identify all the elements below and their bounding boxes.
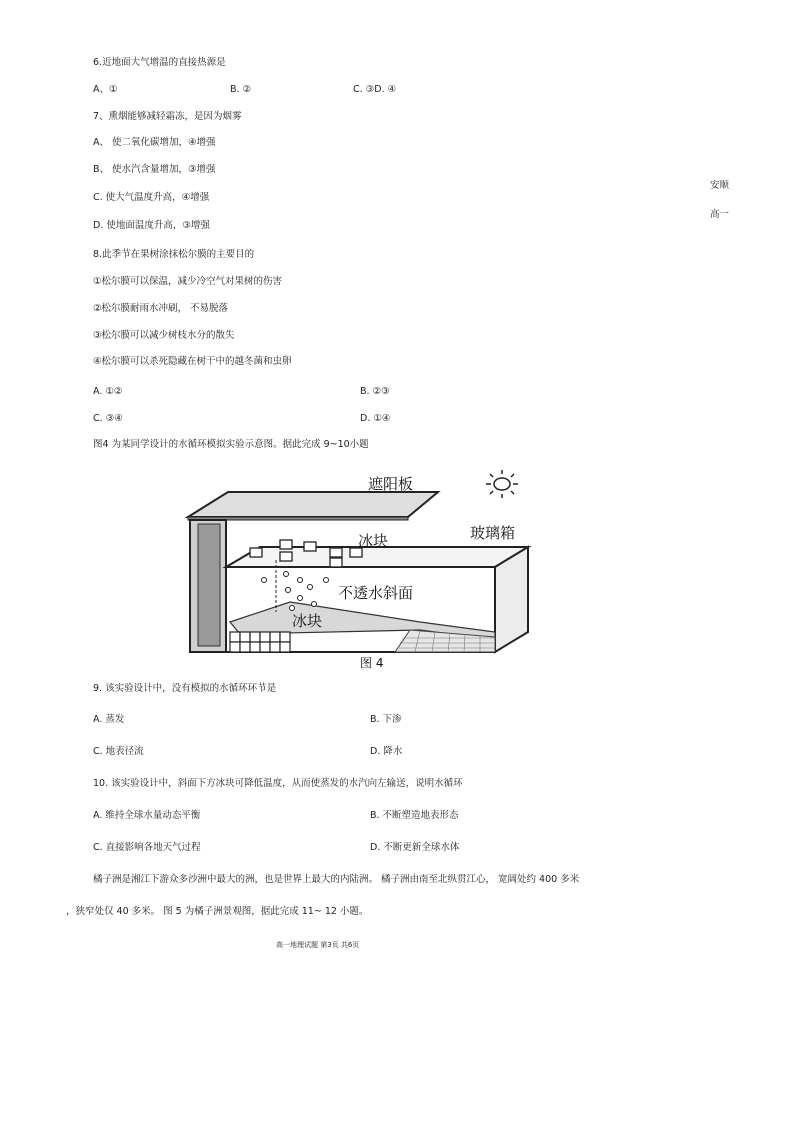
left-panel-inner xyxy=(198,524,220,646)
label-ice-bottom: 冰块 xyxy=(292,612,323,630)
glass-box-top xyxy=(226,547,528,567)
q9-option-b: B. 下渗 xyxy=(370,714,402,725)
q7-option-d: D. 使地面温度升高，③增强 xyxy=(93,220,210,231)
q7-option-b: B、 使水汽含量增加，③增强 xyxy=(93,164,216,175)
q8-statement-2: ②松尔膜耐雨水冲刷， 不易脱落 xyxy=(93,303,229,314)
ice-blocks-bottom xyxy=(230,632,290,652)
q8-option-a: A. ①② xyxy=(93,386,123,397)
sun-icon xyxy=(486,470,518,498)
passage-line-1: 橘子洲是湘江下游众多沙洲中最大的洲，也是世界上最大的内陆洲。 橘子洲由南至北纵贯江心， 宽阔处约 400 多米 xyxy=(93,874,580,885)
q7-option-c: C. 使大气温度升高，④增强 xyxy=(93,192,210,203)
page-footer: 高一地理试题 第3页 共6页 xyxy=(276,941,360,949)
label-glass-box: 玻璃箱 xyxy=(470,524,516,542)
q6-option-b: B. ② xyxy=(230,84,252,95)
q7-option-a: A、 使二氧化碳增加，④增强 xyxy=(93,137,216,148)
side-label-bottom: 高一 xyxy=(710,209,730,220)
q10-stem: 10. 该实验设计中，斜面下方冰块可降低温度，从而使蒸发的水汽向左输送，说明水循环 xyxy=(93,778,463,789)
q8-option-d: D. ①④ xyxy=(360,413,391,424)
shade-board-top xyxy=(188,492,438,517)
q9-option-c: C. 地表径流 xyxy=(93,746,144,757)
side-label-top: 安顺 xyxy=(710,180,730,191)
q8-option-b: B. ②③ xyxy=(360,386,390,397)
q8-stem: 8.此季节在果树涂抹松尔膜的主要目的 xyxy=(93,249,255,260)
q9-option-a: A. 蒸发 xyxy=(93,714,125,725)
label-slope: 不透水斜面 xyxy=(338,584,414,602)
q8-option-c: C. ③④ xyxy=(93,413,123,424)
figure4-intro: 图4 为某同学设计的水循环模拟实验示意图。据此完成 9~10小题 xyxy=(93,439,369,450)
q10-option-d: D. 不断更新全球水体 xyxy=(370,842,460,853)
q10-option-b: B. 不断塑造地表形态 xyxy=(370,810,459,821)
figure4-caption: 图 4 xyxy=(360,656,384,670)
q6-option-cd: C. ③D. ④ xyxy=(353,84,397,95)
q8-statement-3: ③松尔膜可以减少树枝水分的散失 xyxy=(93,330,235,341)
label-shade-board: 遮阳板 xyxy=(368,475,414,493)
q10-option-c: C. 直接影响各地天气过程 xyxy=(93,842,201,853)
q8-statement-1: ①松尔膜可以保温，减少冷空气对果树的伤害 xyxy=(93,276,283,287)
q6-option-a: A、① xyxy=(93,84,118,95)
q6-stem: 6.近地面大气增温的直接热源是 xyxy=(93,57,226,68)
q8-statement-4: ④松尔膜可以杀死隐藏在树干中的越冬菌和虫卵 xyxy=(93,356,292,367)
figure-4-water-cycle-diagram xyxy=(180,462,540,672)
q7-stem: 7、熏烟能够减轻霜冻，是因为烟雾 xyxy=(93,111,242,122)
q9-option-d: D. 降水 xyxy=(370,746,403,757)
label-ice-top: 冰块 xyxy=(358,532,389,550)
q10-option-a: A. 维持全球水量动态平衡 xyxy=(93,810,201,821)
q9-stem: 9. 该实验设计中，没有模拟的水循环环节是 xyxy=(93,683,277,694)
passage-line-2: ，狭窄处仅 40 多米。 图 5 为橘子洲景观图，据此完成 11~ 12 小题。 xyxy=(66,906,369,917)
